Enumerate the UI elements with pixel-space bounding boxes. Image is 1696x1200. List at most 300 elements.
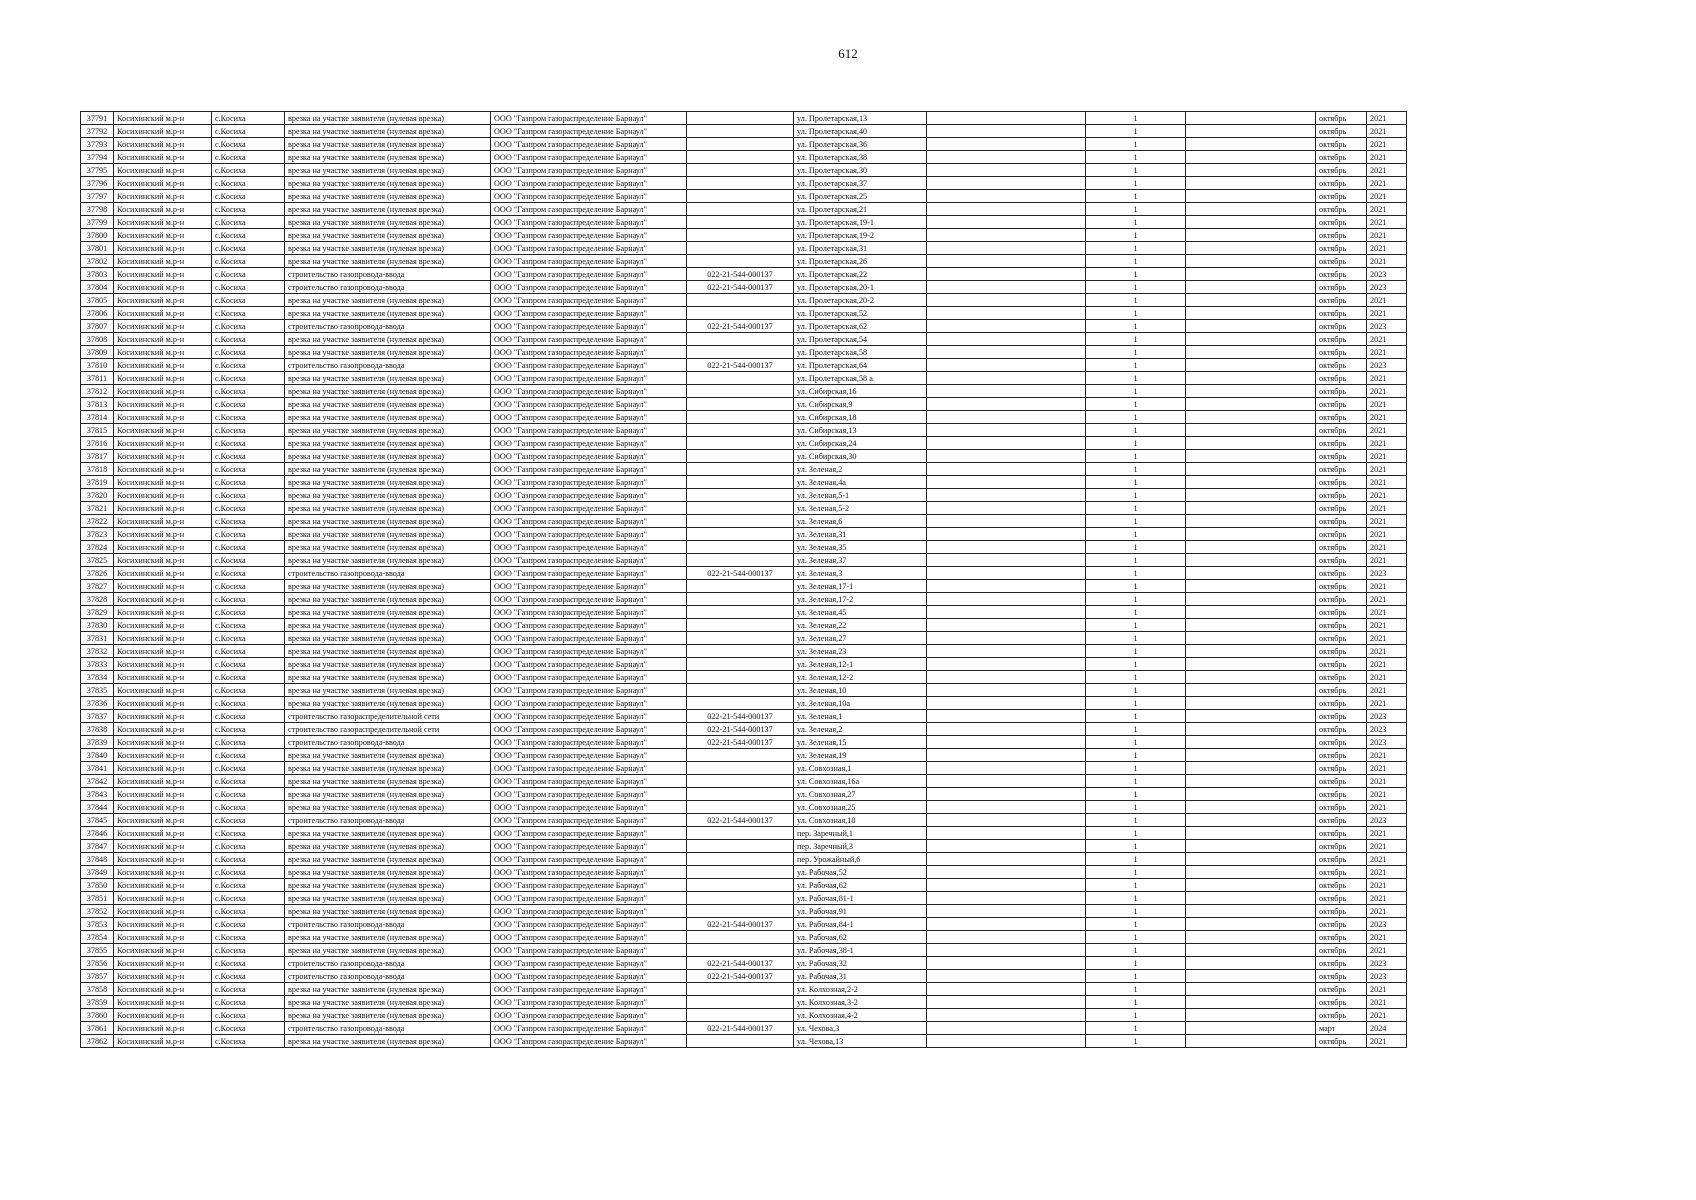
- cell-permit-number: [687, 346, 794, 359]
- cell-month: октябрь: [1316, 944, 1367, 957]
- cell-work-type: строительство газопровода-ввода: [285, 736, 491, 749]
- cell-work-type: врезка на участке заявителя (нулевая врезка): [285, 255, 491, 268]
- cell-month: октябрь: [1316, 879, 1367, 892]
- cell-district: Косихинский м.р-н: [114, 944, 212, 957]
- table-row: [81, 476, 1407, 489]
- cell-blank-col: [927, 788, 1086, 801]
- cell-permit-number: [687, 619, 794, 632]
- cell-address: ул. Рабочая,62: [794, 879, 927, 892]
- cell-row-number: 37818: [81, 463, 114, 476]
- cell-settlement: с.Косиха: [212, 918, 285, 931]
- cell-address: ул. Пролетарская,20-1: [794, 281, 927, 294]
- cell-quantity: 1: [1086, 151, 1186, 164]
- cell-address: ул. Пролетарская,22: [794, 268, 927, 281]
- cell-blank-col: [1186, 255, 1316, 268]
- cell-permit-number: [687, 411, 794, 424]
- cell-quantity: 1: [1086, 944, 1186, 957]
- cell-settlement: с.Косиха: [212, 632, 285, 645]
- table-row: [81, 957, 1407, 970]
- cell-work-type: врезка на участке заявителя (нулевая врезка): [285, 762, 491, 775]
- table-row: [81, 541, 1407, 554]
- cell-district: Косихинский м.р-н: [114, 411, 212, 424]
- cell-permit-number: [687, 632, 794, 645]
- cell-organization: ООО "Газпром газораспределение Барнаул": [491, 489, 687, 502]
- cell-blank-col: [927, 307, 1086, 320]
- cell-organization: ООО "Газпром газораспределение Барнаул": [491, 905, 687, 918]
- table-row: [81, 879, 1407, 892]
- cell-permit-number: 022-21-544-000137: [687, 736, 794, 749]
- cell-quantity: 1: [1086, 1009, 1186, 1022]
- cell-permit-number: [687, 463, 794, 476]
- cell-work-type: врезка на участке заявителя (нулевая врезка): [285, 333, 491, 346]
- cell-address: ул. Пролетарская,58 а: [794, 372, 927, 385]
- cell-blank-col: [927, 372, 1086, 385]
- cell-district: Косихинский м.р-н: [114, 385, 212, 398]
- cell-quantity: 1: [1086, 905, 1186, 918]
- table-row: [81, 970, 1407, 983]
- cell-month: октябрь: [1316, 372, 1367, 385]
- cell-district: Косихинский м.р-н: [114, 632, 212, 645]
- cell-year: 2021: [1367, 983, 1407, 996]
- cell-district: Косихинский м.р-н: [114, 125, 212, 138]
- cell-permit-number: [687, 333, 794, 346]
- cell-row-number: 37798: [81, 203, 114, 216]
- cell-blank-col: [927, 749, 1086, 762]
- cell-blank-col: [927, 112, 1086, 125]
- cell-month: октябрь: [1316, 424, 1367, 437]
- cell-year: 2021: [1367, 164, 1407, 177]
- cell-work-type: врезка на участке заявителя (нулевая врезка): [285, 606, 491, 619]
- cell-blank-col: [1186, 684, 1316, 697]
- cell-address: ул. Зеленая,31: [794, 528, 927, 541]
- cell-address: ул. Совхозная,25: [794, 801, 927, 814]
- cell-year: 2021: [1367, 203, 1407, 216]
- cell-organization: ООО "Газпром газораспределение Барнаул": [491, 333, 687, 346]
- cell-month: октябрь: [1316, 242, 1367, 255]
- cell-permit-number: [687, 307, 794, 320]
- cell-organization: ООО "Газпром газораспределение Барнаул": [491, 645, 687, 658]
- cell-month: октябрь: [1316, 957, 1367, 970]
- cell-year: 2021: [1367, 385, 1407, 398]
- cell-blank-col: [927, 645, 1086, 658]
- cell-district: Косихинский м.р-н: [114, 190, 212, 203]
- cell-month: октябрь: [1316, 970, 1367, 983]
- cell-year: 2023: [1367, 268, 1407, 281]
- cell-year: 2021: [1367, 502, 1407, 515]
- cell-permit-number: [687, 476, 794, 489]
- cell-organization: ООО "Газпром газораспределение Барнаул": [491, 190, 687, 203]
- cell-blank-col: [927, 853, 1086, 866]
- cell-settlement: с.Косиха: [212, 892, 285, 905]
- cell-address: ул. Пролетарская,36: [794, 138, 927, 151]
- cell-blank-col: [1186, 515, 1316, 528]
- cell-district: Косихинский м.р-н: [114, 866, 212, 879]
- cell-settlement: с.Косиха: [212, 775, 285, 788]
- cell-district: Косихинский м.р-н: [114, 931, 212, 944]
- cell-organization: ООО "Газпром газораспределение Барнаул": [491, 606, 687, 619]
- cell-row-number: 37803: [81, 268, 114, 281]
- cell-district: Косихинский м.р-н: [114, 333, 212, 346]
- cell-work-type: строительство газопровода-ввода: [285, 268, 491, 281]
- table-row: [81, 840, 1407, 853]
- table-row: [81, 814, 1407, 827]
- cell-month: октябрь: [1316, 541, 1367, 554]
- cell-month: октябрь: [1316, 736, 1367, 749]
- table-row: [81, 684, 1407, 697]
- cell-address: ул. Пролетарская,54: [794, 333, 927, 346]
- cell-work-type: врезка на участке заявителя (нулевая врезка): [285, 944, 491, 957]
- cell-blank-col: [927, 1009, 1086, 1022]
- gasification-table: [80, 111, 1407, 1048]
- table-row: [81, 411, 1407, 424]
- cell-address: ул. Пролетарская,30: [794, 164, 927, 177]
- table-row: [81, 1009, 1407, 1022]
- table-row: [81, 307, 1407, 320]
- cell-month: октябрь: [1316, 294, 1367, 307]
- cell-work-type: врезка на участке заявителя (нулевая врезка): [285, 892, 491, 905]
- table-row: [81, 749, 1407, 762]
- cell-row-number: 37847: [81, 840, 114, 853]
- cell-district: Косихинский м.р-н: [114, 1022, 212, 1035]
- cell-month: октябрь: [1316, 827, 1367, 840]
- cell-settlement: с.Косиха: [212, 645, 285, 658]
- cell-settlement: с.Косиха: [212, 697, 285, 710]
- cell-district: Косихинский м.р-н: [114, 281, 212, 294]
- cell-district: Косихинский м.р-н: [114, 398, 212, 411]
- cell-month: октябрь: [1316, 814, 1367, 827]
- table-row: [81, 190, 1407, 203]
- table-row: [81, 333, 1407, 346]
- cell-quantity: 1: [1086, 736, 1186, 749]
- table-row: [81, 268, 1407, 281]
- cell-row-number: 37825: [81, 554, 114, 567]
- cell-month: октябрь: [1316, 788, 1367, 801]
- cell-blank-col: [1186, 151, 1316, 164]
- cell-year: 2021: [1367, 450, 1407, 463]
- cell-year: 2021: [1367, 398, 1407, 411]
- table-row: [81, 762, 1407, 775]
- cell-permit-number: 022-21-544-000137: [687, 359, 794, 372]
- cell-blank-col: [1186, 632, 1316, 645]
- cell-month: октябрь: [1316, 151, 1367, 164]
- cell-district: Косихинский м.р-н: [114, 1009, 212, 1022]
- table-row: [81, 281, 1407, 294]
- cell-organization: ООО "Газпром газораспределение Барнаул": [491, 138, 687, 151]
- cell-year: 2021: [1367, 866, 1407, 879]
- cell-year: 2021: [1367, 788, 1407, 801]
- cell-district: Косихинский м.р-н: [114, 983, 212, 996]
- cell-quantity: 1: [1086, 177, 1186, 190]
- cell-organization: ООО "Газпром газораспределение Барнаул": [491, 151, 687, 164]
- cell-year: 2023: [1367, 320, 1407, 333]
- cell-settlement: с.Косиха: [212, 996, 285, 1009]
- cell-organization: ООО "Газпром газораспределение Барнаул": [491, 827, 687, 840]
- table-row: [81, 359, 1407, 372]
- cell-work-type: врезка на участке заявителя (нулевая врезка): [285, 424, 491, 437]
- cell-blank-col: [927, 879, 1086, 892]
- table-row: [81, 255, 1407, 268]
- cell-permit-number: [687, 580, 794, 593]
- cell-district: Косихинский м.р-н: [114, 606, 212, 619]
- cell-month: октябрь: [1316, 658, 1367, 671]
- cell-blank-col: [1186, 359, 1316, 372]
- cell-organization: ООО "Газпром газораспределение Барнаул": [491, 112, 687, 125]
- cell-blank-col: [1186, 697, 1316, 710]
- cell-row-number: 37828: [81, 593, 114, 606]
- cell-permit-number: [687, 697, 794, 710]
- cell-year: 2021: [1367, 658, 1407, 671]
- cell-work-type: врезка на участке заявителя (нулевая врезка): [285, 788, 491, 801]
- cell-month: октябрь: [1316, 177, 1367, 190]
- cell-organization: ООО "Газпром газораспределение Барнаул": [491, 463, 687, 476]
- cell-month: октябрь: [1316, 983, 1367, 996]
- cell-settlement: с.Косиха: [212, 1009, 285, 1022]
- cell-quantity: 1: [1086, 996, 1186, 1009]
- cell-settlement: с.Косиха: [212, 554, 285, 567]
- cell-year: 2023: [1367, 957, 1407, 970]
- cell-district: Косихинский м.р-н: [114, 1035, 212, 1048]
- cell-address: ул. Пролетарская,52: [794, 307, 927, 320]
- cell-blank-col: [1186, 294, 1316, 307]
- cell-blank-col: [1186, 268, 1316, 281]
- cell-district: Косихинский м.р-н: [114, 788, 212, 801]
- cell-blank-col: [1186, 125, 1316, 138]
- cell-month: октябрь: [1316, 411, 1367, 424]
- cell-organization: ООО "Газпром газораспределение Барнаул": [491, 632, 687, 645]
- cell-settlement: с.Косиха: [212, 268, 285, 281]
- cell-blank-col: [1186, 346, 1316, 359]
- cell-organization: ООО "Газпром газораспределение Барнаул": [491, 307, 687, 320]
- cell-blank-col: [927, 398, 1086, 411]
- cell-quantity: 1: [1086, 710, 1186, 723]
- cell-address: ул. Сибирская,16: [794, 385, 927, 398]
- cell-year: 2023: [1367, 567, 1407, 580]
- cell-blank-col: [927, 385, 1086, 398]
- cell-work-type: строительство газопровода-ввода: [285, 320, 491, 333]
- cell-blank-col: [927, 892, 1086, 905]
- cell-work-type: врезка на участке заявителя (нулевая врезка): [285, 437, 491, 450]
- cell-work-type: строительство газопровода-ввода: [285, 970, 491, 983]
- cell-blank-col: [1186, 775, 1316, 788]
- cell-row-number: 37848: [81, 853, 114, 866]
- cell-quantity: 1: [1086, 541, 1186, 554]
- cell-district: Косихинский м.р-н: [114, 151, 212, 164]
- cell-quantity: 1: [1086, 203, 1186, 216]
- cell-organization: ООО "Газпром газораспределение Барнаул": [491, 697, 687, 710]
- cell-district: Косихинский м.р-н: [114, 476, 212, 489]
- cell-settlement: с.Косиха: [212, 983, 285, 996]
- table-row: [81, 1022, 1407, 1035]
- table-row: [81, 944, 1407, 957]
- cell-blank-col: [1186, 736, 1316, 749]
- cell-blank-col: [1186, 658, 1316, 671]
- cell-district: Косихинский м.р-н: [114, 996, 212, 1009]
- cell-district: Косихинский м.р-н: [114, 697, 212, 710]
- cell-blank-col: [927, 957, 1086, 970]
- cell-permit-number: [687, 788, 794, 801]
- table-row: [81, 710, 1407, 723]
- cell-month: октябрь: [1316, 463, 1367, 476]
- cell-district: Косихинский м.р-н: [114, 164, 212, 177]
- cell-blank-col: [927, 164, 1086, 177]
- cell-district: Косихинский м.р-н: [114, 203, 212, 216]
- cell-blank-col: [1186, 541, 1316, 554]
- cell-settlement: с.Косиха: [212, 723, 285, 736]
- cell-organization: ООО "Газпром газораспределение Барнаул": [491, 554, 687, 567]
- cell-district: Косихинский м.р-н: [114, 242, 212, 255]
- cell-blank-col: [1186, 957, 1316, 970]
- cell-month: октябрь: [1316, 138, 1367, 151]
- cell-settlement: с.Косиха: [212, 606, 285, 619]
- cell-year: 2021: [1367, 515, 1407, 528]
- table-row: [81, 567, 1407, 580]
- cell-organization: ООО "Газпром газораспределение Барнаул": [491, 970, 687, 983]
- cell-address: ул. Зеленая,15: [794, 736, 927, 749]
- cell-row-number: 37858: [81, 983, 114, 996]
- cell-blank-col: [1186, 450, 1316, 463]
- cell-year: 2023: [1367, 710, 1407, 723]
- cell-settlement: с.Косиха: [212, 658, 285, 671]
- cell-organization: ООО "Газпром газораспределение Барнаул": [491, 983, 687, 996]
- cell-year: 2023: [1367, 736, 1407, 749]
- cell-year: 2021: [1367, 294, 1407, 307]
- cell-settlement: с.Косиха: [212, 463, 285, 476]
- cell-quantity: 1: [1086, 606, 1186, 619]
- cell-address: ул. Пролетарская,20-2: [794, 294, 927, 307]
- cell-address: ул. Зеленая,5-1: [794, 489, 927, 502]
- table-row: [81, 606, 1407, 619]
- cell-month: октябрь: [1316, 320, 1367, 333]
- cell-address: ул. Пролетарская,19-1: [794, 216, 927, 229]
- cell-blank-col: [927, 255, 1086, 268]
- cell-work-type: строительство газораспределительной сети: [285, 723, 491, 736]
- cell-month: октябрь: [1316, 528, 1367, 541]
- cell-permit-number: 022-21-544-000137: [687, 918, 794, 931]
- cell-permit-number: [687, 762, 794, 775]
- cell-month: октябрь: [1316, 281, 1367, 294]
- table-row: [81, 515, 1407, 528]
- cell-year: 2021: [1367, 645, 1407, 658]
- cell-blank-col: [1186, 788, 1316, 801]
- cell-row-number: 37841: [81, 762, 114, 775]
- cell-permit-number: [687, 502, 794, 515]
- cell-work-type: врезка на участке заявителя (нулевая врезка): [285, 879, 491, 892]
- cell-settlement: с.Косиха: [212, 372, 285, 385]
- cell-district: Косихинский м.р-н: [114, 255, 212, 268]
- cell-year: 2021: [1367, 476, 1407, 489]
- cell-quantity: 1: [1086, 411, 1186, 424]
- cell-blank-col: [927, 151, 1086, 164]
- cell-work-type: врезка на участке заявителя (нулевая врезка): [285, 502, 491, 515]
- cell-address: ул. Зеленая,10: [794, 684, 927, 697]
- cell-year: 2021: [1367, 489, 1407, 502]
- cell-organization: ООО "Газпром газораспределение Барнаул": [491, 359, 687, 372]
- cell-address: ул. Пролетарская,64: [794, 359, 927, 372]
- cell-district: Косихинский м.р-н: [114, 840, 212, 853]
- cell-year: 2021: [1367, 1009, 1407, 1022]
- cell-organization: ООО "Газпром газораспределение Барнаул": [491, 788, 687, 801]
- cell-address: ул. Зеленая,27: [794, 632, 927, 645]
- cell-quantity: 1: [1086, 580, 1186, 593]
- cell-quantity: 1: [1086, 775, 1186, 788]
- cell-settlement: с.Косиха: [212, 827, 285, 840]
- cell-settlement: с.Косиха: [212, 905, 285, 918]
- cell-row-number: 37860: [81, 1009, 114, 1022]
- cell-blank-col: [927, 489, 1086, 502]
- cell-row-number: 37850: [81, 879, 114, 892]
- cell-work-type: врезка на участке заявителя (нулевая врезка): [285, 749, 491, 762]
- table-row: [81, 736, 1407, 749]
- cell-organization: ООО "Газпром газораспределение Барнаул": [491, 320, 687, 333]
- table-row: [81, 346, 1407, 359]
- cell-row-number: 37835: [81, 684, 114, 697]
- cell-work-type: врезка на участке заявителя (нулевая врезка): [285, 411, 491, 424]
- cell-row-number: 37827: [81, 580, 114, 593]
- cell-year: 2021: [1367, 632, 1407, 645]
- table-row: [81, 671, 1407, 684]
- cell-row-number: 37851: [81, 892, 114, 905]
- cell-district: Косихинский м.р-н: [114, 879, 212, 892]
- cell-organization: ООО "Газпром газораспределение Барнаул": [491, 853, 687, 866]
- cell-address: пер. Заречный,1: [794, 827, 927, 840]
- cell-work-type: строительство газопровода-ввода: [285, 359, 491, 372]
- table-row: [81, 177, 1407, 190]
- cell-blank-col: [927, 463, 1086, 476]
- cell-row-number: 37842: [81, 775, 114, 788]
- cell-organization: ООО "Газпром газораспределение Барнаул": [491, 931, 687, 944]
- cell-blank-col: [927, 177, 1086, 190]
- cell-month: октябрь: [1316, 476, 1367, 489]
- cell-work-type: строительство газопровода-ввода: [285, 918, 491, 931]
- cell-quantity: 1: [1086, 450, 1186, 463]
- cell-row-number: 37796: [81, 177, 114, 190]
- cell-settlement: с.Косиха: [212, 437, 285, 450]
- cell-permit-number: [687, 151, 794, 164]
- cell-year: 2021: [1367, 372, 1407, 385]
- cell-blank-col: [927, 528, 1086, 541]
- cell-blank-col: [927, 216, 1086, 229]
- cell-organization: ООО "Газпром газораспределение Барнаул": [491, 723, 687, 736]
- cell-work-type: врезка на участке заявителя (нулевая врезка): [285, 125, 491, 138]
- table-row: [81, 918, 1407, 931]
- cell-year: 2024: [1367, 1022, 1407, 1035]
- cell-district: Косихинский м.р-н: [114, 359, 212, 372]
- cell-year: 2023: [1367, 723, 1407, 736]
- table-row: [81, 905, 1407, 918]
- cell-month: октябрь: [1316, 333, 1367, 346]
- cell-district: Косихинский м.р-н: [114, 723, 212, 736]
- cell-address: ул. Зеленая,1: [794, 710, 927, 723]
- table-row: [81, 554, 1407, 567]
- cell-address: ул. Рабочая,52: [794, 866, 927, 879]
- cell-blank-col: [1186, 879, 1316, 892]
- cell-permit-number: [687, 1035, 794, 1048]
- table-row: [81, 593, 1407, 606]
- cell-address: ул. Сибирская,13: [794, 424, 927, 437]
- cell-row-number: 37822: [81, 515, 114, 528]
- cell-year: 2023: [1367, 814, 1407, 827]
- cell-address: ул. Пролетарская,37: [794, 177, 927, 190]
- cell-blank-col: [1186, 853, 1316, 866]
- cell-row-number: 37820: [81, 489, 114, 502]
- cell-district: Косихинский м.р-н: [114, 541, 212, 554]
- cell-work-type: врезка на участке заявителя (нулевая врезка): [285, 593, 491, 606]
- cell-blank-col: [927, 918, 1086, 931]
- cell-permit-number: [687, 125, 794, 138]
- cell-work-type: врезка на участке заявителя (нулевая врезка): [285, 684, 491, 697]
- cell-row-number: 37861: [81, 1022, 114, 1035]
- table-row: [81, 203, 1407, 216]
